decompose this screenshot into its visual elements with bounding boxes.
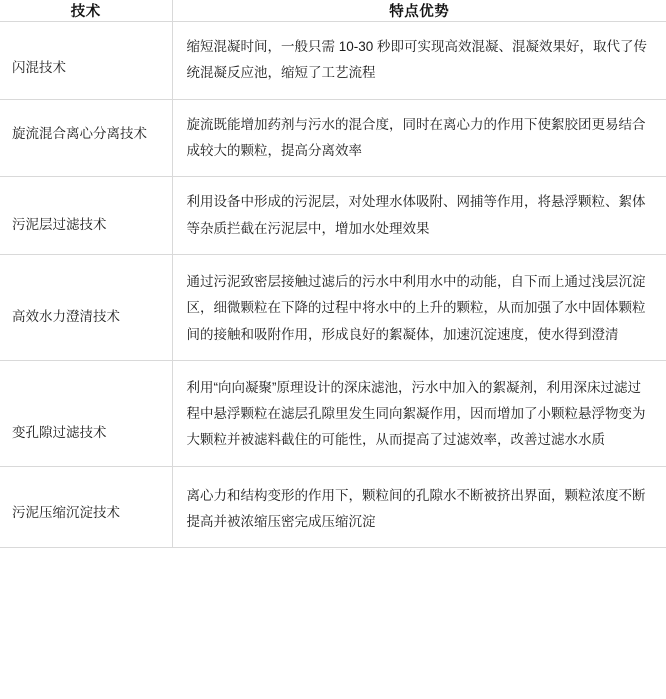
table-row	[0, 254, 666, 360]
description-line: 通过污泥致密层接触过滤后的污水中利用水中的动能，自下而上通过浅层沉淀	[186, 273, 646, 289]
description-line: 利用设备中形成的污泥层，对处理水体吸附、网捕等作用，将悬浮颗粒、絮体	[186, 194, 646, 210]
cell-technology-description	[172, 22, 666, 100]
cell-technology-name: 旋流混合离心分离技术	[0, 99, 172, 177]
table-row	[0, 99, 666, 177]
cell-technology-name: 污泥压缩沉淀技术	[0, 466, 172, 548]
cell-technology-description	[172, 466, 666, 548]
cell-technology-description	[172, 177, 666, 255]
column-header-features: 特点优势	[172, 0, 666, 22]
table-row	[0, 177, 666, 255]
column-header-technology: 技术	[0, 0, 172, 22]
description-line: 离心力和结构变形的作用下，颗粒间的孔隙水不断被挤出界面，颗粒浓度不断	[186, 487, 646, 503]
cell-technology-name: 高效水力澄清技术	[0, 254, 172, 360]
cell-technology-name: 污泥层过滤技术	[0, 177, 172, 255]
table-header-row	[0, 0, 666, 22]
description-line: 提高并被浓缩压密完成压缩沉淀	[186, 514, 376, 530]
description-line: 缩短混凝时间，一般只需 10-30 秒即可实现高效混凝、混凝效果好，取代了传	[186, 39, 648, 54]
cell-technology-description	[172, 360, 666, 466]
description-line: 统混凝反应池，缩短了工艺流程	[186, 65, 376, 81]
cell-technology-description	[172, 254, 666, 360]
description-line: 等杂质拦截在污泥层中，增加水处理效果	[186, 220, 430, 236]
cell-technology-description	[172, 99, 666, 177]
description-line: 利用“向向凝聚”原理设计的深床滤池，污水中加入的絮凝剂，利用深床过滤过程中悬浮颗粒在滤层孔隙里发生同向絮凝作用，因而增加了小颗粒悬浮物变为大颗粒并被滤料截住的可能性，从而提高了过滤效率，改善过滤水水质	[186, 379, 646, 448]
table-header	[0, 0, 666, 22]
description-line: 区，细微颗粒在下降的过程中将水中的上升的颗粒，从而加强了水中固体颗粒间的接触和吸附作用，形成良好的絮凝体，加速沉淀速度，使水得到澄清	[186, 300, 646, 342]
table-row	[0, 466, 666, 548]
table-row	[0, 22, 666, 100]
cell-technology-name: 变孔隙过滤技术	[0, 360, 172, 466]
description-line: 成较大的颗粒，提高分离效率	[186, 142, 362, 158]
table-row	[0, 360, 666, 466]
cell-technology-name: 闪混技术	[0, 22, 172, 100]
description-line: 旋流既能增加药剂与污水的混合度，同时在离心力的作用下使絮胶团更易结合	[186, 116, 646, 132]
table-body	[0, 22, 666, 548]
